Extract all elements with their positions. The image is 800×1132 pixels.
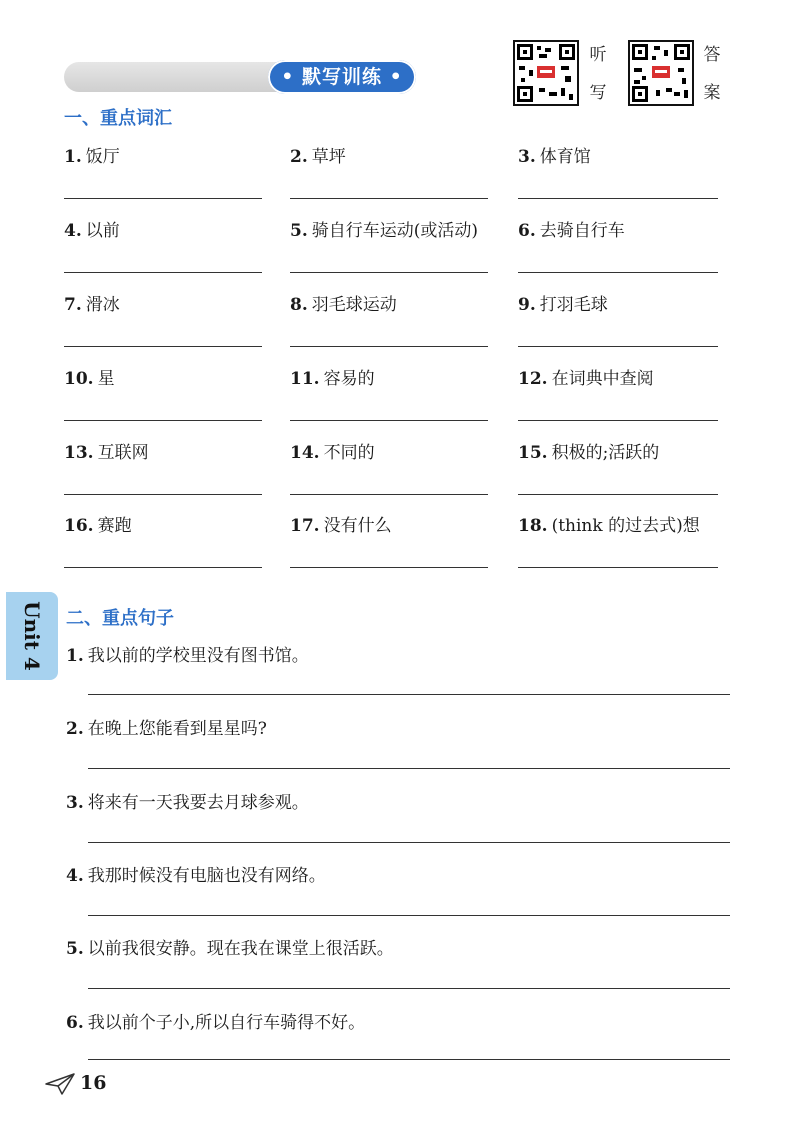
vocab-answer-line[interactable] (290, 272, 488, 273)
vocab-answer-line[interactable] (290, 494, 488, 495)
sentence-item-text: 在晚上您能看到星星吗? (87, 719, 267, 739)
vocab-answer-line[interactable] (518, 346, 718, 347)
sentence-item (66, 714, 267, 739)
vocab-answer-line[interactable] (290, 420, 488, 421)
vocab-item-text: 积极的;活跃的 (551, 443, 660, 463)
sentence-item-number: 1. (66, 646, 84, 666)
sentence-item-number: 4. (66, 866, 84, 886)
sentence-answer-line[interactable] (88, 694, 730, 695)
vocab-item-text: 饭厅 (85, 147, 120, 167)
vocab-item (518, 364, 654, 389)
qr-answer-label-1: 答 (703, 45, 721, 65)
vocab-item-text: 草坪 (311, 147, 346, 167)
page-title: • 默写训练 • (281, 66, 403, 88)
vocab-item (290, 142, 346, 167)
vocab-answer-line[interactable] (518, 420, 718, 421)
vocab-item-text: 互联网 (97, 443, 149, 463)
vocab-item-text: 以前 (85, 221, 120, 241)
qr-answer-label-2: 案 (703, 83, 721, 103)
vocab-item (64, 216, 120, 241)
sentence-item (66, 788, 309, 813)
unit-side-tab-label: Unit 4 (20, 601, 45, 671)
sentence-answer-line[interactable] (88, 842, 730, 843)
vocab-item-number: 10. (64, 369, 94, 389)
vocab-item-number: 18. (518, 516, 548, 536)
qr-code-answer[interactable] (628, 40, 694, 106)
vocab-item-text: 滑冰 (85, 295, 120, 315)
vocab-item-text: 赛跑 (97, 516, 132, 536)
vocab-item-number: 14. (290, 443, 320, 463)
sentence-item-number: 5. (66, 939, 84, 959)
vocab-item (64, 364, 115, 389)
qr-code-listen[interactable] (513, 40, 579, 106)
vocab-item (64, 438, 149, 463)
section-title-vocabulary: 一、重点词汇 (64, 108, 172, 129)
vocab-item-text: 星 (97, 369, 115, 389)
sentence-item-text: 以前我很安静。现在我在课堂上很活跃。 (87, 939, 394, 959)
vocab-item-number: 4. (64, 221, 82, 241)
page-number: 16 (80, 1072, 107, 1094)
sentence-item-number: 6. (66, 1013, 84, 1033)
vocab-item-number: 15. (518, 443, 548, 463)
vocab-item-text: (think 的过去式)想 (551, 516, 700, 536)
vocab-item-number: 7. (64, 295, 82, 315)
vocab-item (518, 216, 625, 241)
vocab-item-number: 3. (518, 147, 536, 167)
vocab-item-number: 1. (64, 147, 82, 167)
vocab-item-number: 9. (518, 295, 536, 315)
sentence-item-text: 我以前的学校里没有图书馆。 (87, 646, 309, 666)
vocab-answer-line[interactable] (518, 198, 718, 199)
vocab-item (290, 364, 375, 389)
vocab-item-text: 容易的 (323, 369, 375, 389)
vocab-item (518, 290, 608, 315)
vocab-item-text: 不同的 (323, 443, 375, 463)
vocab-answer-line[interactable] (64, 420, 262, 421)
vocab-item (290, 290, 397, 315)
vocab-answer-line[interactable] (290, 198, 488, 199)
vocab-item-text: 在词典中查阅 (551, 369, 654, 389)
vocab-answer-line[interactable] (64, 346, 262, 347)
vocab-item-number: 16. (64, 516, 94, 536)
vocab-item (518, 142, 591, 167)
sentence-answer-line[interactable] (88, 915, 730, 916)
vocab-answer-line[interactable] (64, 198, 262, 199)
vocab-item (290, 511, 392, 536)
vocab-item-number: 5. (290, 221, 308, 241)
vocab-item-number: 17. (290, 516, 320, 536)
vocab-answer-line[interactable] (290, 346, 488, 347)
qr-listen-label-1: 听 (589, 45, 607, 65)
vocab-item (518, 511, 700, 536)
sentence-answer-line[interactable] (88, 768, 730, 769)
sentence-item-number: 2. (66, 719, 84, 739)
paper-plane-icon (44, 1072, 76, 1100)
sentence-item (66, 641, 309, 666)
sentence-item-text: 将来有一天我要去月球参观。 (87, 793, 309, 813)
vocab-item-number: 12. (518, 369, 548, 389)
vocab-item (290, 438, 375, 463)
sentence-item (66, 861, 326, 886)
vocab-item-text: 打羽毛球 (539, 295, 608, 315)
vocab-answer-line[interactable] (518, 494, 718, 495)
vocab-item-number: 13. (64, 443, 94, 463)
sentence-item (66, 1008, 365, 1033)
vocab-item (64, 142, 120, 167)
sentence-item-text: 我以前个子小,所以自行车骑得不好。 (87, 1013, 366, 1033)
vocab-answer-line[interactable] (290, 567, 488, 568)
vocab-item-number: 2. (290, 147, 308, 167)
vocab-item-number: 11. (290, 369, 320, 389)
sentence-answer-line[interactable] (88, 1059, 730, 1060)
sentence-answer-line[interactable] (88, 988, 730, 989)
qr-listen-label-2: 写 (589, 83, 607, 103)
vocab-item (290, 216, 478, 241)
vocab-answer-line[interactable] (64, 272, 262, 273)
vocab-item-text: 去骑自行车 (539, 221, 625, 241)
unit-side-tab-label-wrap (6, 592, 58, 680)
vocab-item-text: 体育馆 (539, 147, 591, 167)
vocab-item-number: 8. (290, 295, 308, 315)
sentence-item-text: 我那时候没有电脑也没有网络。 (87, 866, 326, 886)
vocab-item (64, 511, 132, 536)
vocab-answer-line[interactable] (64, 567, 262, 568)
vocab-answer-line[interactable] (64, 494, 262, 495)
vocab-item-text: 羽毛球运动 (311, 295, 397, 315)
vocab-item-number: 6. (518, 221, 536, 241)
sentence-item (66, 934, 394, 959)
vocab-item-text: 骑自行车运动(或活动) (311, 221, 479, 241)
vocab-item (518, 438, 659, 463)
vocab-item (64, 290, 120, 315)
section-title-sentences: 二、重点句子 (66, 608, 174, 629)
sentence-item-number: 3. (66, 793, 84, 813)
vocab-item-text: 没有什么 (323, 516, 392, 536)
vocab-answer-line[interactable] (518, 567, 718, 568)
vocab-answer-line[interactable] (518, 272, 718, 273)
